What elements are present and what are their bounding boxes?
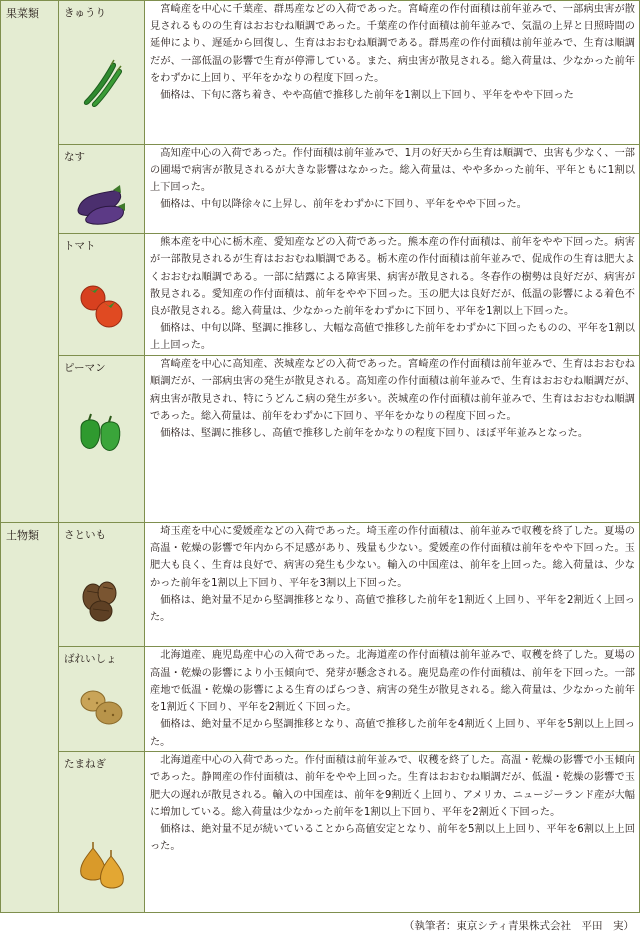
potato-icon <box>73 681 129 735</box>
price-paragraph: 価格は、絶対量不足が続いていることから高値安定となり、前年を5割以上上回り、平年を6割以上上回った。 <box>150 824 635 853</box>
description-cell <box>145 522 640 647</box>
description-text <box>145 145 639 214</box>
author-credit: （執筆者：東京シティ青果株式会社 平田 実） <box>403 920 634 932</box>
description-paragraph: 北海道産中心の入荷であった。作付面積は前年並みで、収穫を終了した。高温・乾燥の影響で小玉傾向であった。静岡産の作付面積は、前年をやや上回った。生育はおおむね順調だが、低温・乾燥の影響で玉肥大の遅れが散見される。輸入の中国産は、前年を9割近く上回り、アメリカ、ニュージーランド産が大幅に増加している。総入荷量は少なかった前年を1割以上下回り、平年を2割近く下回った。 <box>150 755 635 818</box>
table-row <box>1 144 640 233</box>
vegetable-name: なす <box>64 150 85 163</box>
table-row <box>1 522 640 647</box>
description-paragraph: 宮崎産を中心に千葉産、群馬産などの入荷であった。宮崎産の作付面積は前年並みで、一部病虫害が散見されるものの生育はおおむね順調であった。千葉産の作付面積は前年並みで、気温の上昇と日照時間の延伸により、遅延から回復し、生育はおおむね順調である。群馬産の作付面積は前年並みで、生育は順調だが、一部低温の影響で生育が停滞している。また、病虫害が散見される。総入荷量は、少なかった前年をわずかに上回り、平年をかなりの程度下回った。 <box>150 4 635 84</box>
price-paragraph: 価格は、中旬以降、堅調に推移し、大幅な高値で推移した前年をわずかに下回ったものの、平年を1割以上上回った。 <box>150 323 635 352</box>
description-cell <box>145 752 640 913</box>
vegetable-name: さといも <box>64 528 106 541</box>
vegetable-name-cell <box>59 144 145 233</box>
description-cell <box>145 647 640 752</box>
description-text <box>145 234 639 354</box>
vegetable-name: ばれいしょ <box>64 653 117 666</box>
vegetable-name: ピーマン <box>64 362 106 375</box>
vegetable-name-cell <box>59 752 145 913</box>
description-paragraph: 北海道産、鹿児島産中心の入荷であった。北海道産の作付面積は前年並みで、収穫を終了した。夏場の高温・乾燥の影響により小玉傾向で、発芽が懸念される。鹿児島産の作付面積は、前年を下回った。一部産地で低温・乾燥の影響による生育のばらつき、病害の発生が散見される。総入荷量は、少なかった前年を1割近く下回り、平年を2割近く下回った。 <box>150 650 635 714</box>
taro-icon <box>73 573 129 627</box>
eggplant-icon <box>73 173 129 227</box>
description-text <box>145 1 639 104</box>
description-cell <box>145 1 640 145</box>
price-paragraph: 価格は、堅調に推移し、高値で推移した前年をかなりの程度下回り、ほぼ平年並みとなった。 <box>160 427 589 439</box>
description-paragraph: 高知産中心の入荷であった。作付面積は前年並みで、1月の好天から生育は順調で、虫害も少なく、一部の圃場で病害が散見されるが大きな影響はなかった。総入荷量は、やや多かった前年、平年ともに1割以上下回った。 <box>150 147 635 194</box>
table-row <box>1 356 640 523</box>
tomato-icon <box>73 280 129 334</box>
description-cell <box>145 356 640 523</box>
table-row <box>1 1 640 145</box>
onion-icon <box>73 840 129 894</box>
green-pepper-icon <box>73 406 129 460</box>
vegetable-name-cell <box>59 522 145 647</box>
category-label: 土物類 <box>6 528 39 542</box>
description-paragraph: 宮崎産を中心に高知産、茨城産などの入荷であった。宮崎産の作付面積は前年並みで、生育はおおむね順調だが、一部病虫害の発生が散見される。高知産の作付面積は前年並みで、生育はおおむね順調だが、病虫害が散見され、特にうどんこ病の発生が多い。茨城産の作付面積は前年並みで、生育はおおむね順調であった。総入荷量は、前年をわずかに下回り、平年をかなりの程度下回った。 <box>150 359 635 422</box>
vegetable-name-cell <box>59 1 145 145</box>
price-paragraph: 価格は、絶対量不足から堅調推移となり、高値で推移した前年を4割近く上回り、平年を5割以上上回った。 <box>150 719 635 748</box>
table-row <box>1 647 640 752</box>
table-row <box>1 234 640 356</box>
vegetable-name-cell <box>59 647 145 752</box>
price-paragraph: 価格は、絶対量不足から堅調推移となり、高値で推移した前年を1割近く上回り、平年を2割近く上回った。 <box>150 594 635 623</box>
category-cell <box>1 1 59 523</box>
description-text <box>145 523 639 626</box>
description-cell <box>145 144 640 233</box>
price-paragraph: 価格は、下旬に落ち着き、やや高値で推移した前年を1割以上下回り、平年をやや下回った <box>160 90 574 102</box>
vegetable-name-cell <box>59 356 145 523</box>
description-paragraph: 熊本産を中心に栃木産、愛知産などの入荷であった。熊本産の作付面積は、前年をやや下回った。病害が一部散見されるが生育はおおむね順調である。栃木産の作付面積は前年並みで、促成作の生育は肥大よくおおむね順調である。一部に結露による障害果、病害が散見される。冬春作の樹勢は良好だが、病害が散見される。愛知産の作付面積は、前年をやや下回った。玉の肥大は良好だが、低温の影響による着色不良が散見される。総入荷量は、少なかった前年をわずかに下回り、平年を1割以上下回った。 <box>150 237 635 317</box>
description-text <box>145 752 639 855</box>
vegetable-name: たまねぎ <box>64 758 106 771</box>
description-paragraph: 埼玉産を中心に愛媛産などの入荷であった。埼玉産の作付面積は、前年並みで収穫を終了した。夏場の高温・乾燥の影響で年内から不足感があり、残量も少ない。愛媛産の作付面積は前年をやや下回った。玉肥大も良く、生育は良好で、病害の発生も少ない。輸入の中国産は、前年を上回った。総入荷量は、少なかった前年を1割以上下回り、平年を3割以上下回った。 <box>150 525 635 589</box>
description-text <box>145 356 639 442</box>
description-cell <box>145 234 640 356</box>
vegetable-name: きゅうり <box>64 7 106 19</box>
vegetable-name-cell <box>59 234 145 356</box>
category-cell <box>1 522 59 912</box>
table-row <box>1 752 640 913</box>
category-label: 果菜類 <box>6 7 39 20</box>
description-text <box>145 647 639 750</box>
price-paragraph: 価格は、中旬以降徐々に上昇し、前年をわずかに下回り、平年をやや下回った。 <box>160 199 527 211</box>
vegetable-name: トマト <box>64 240 96 253</box>
cucumber-icon <box>73 53 129 107</box>
